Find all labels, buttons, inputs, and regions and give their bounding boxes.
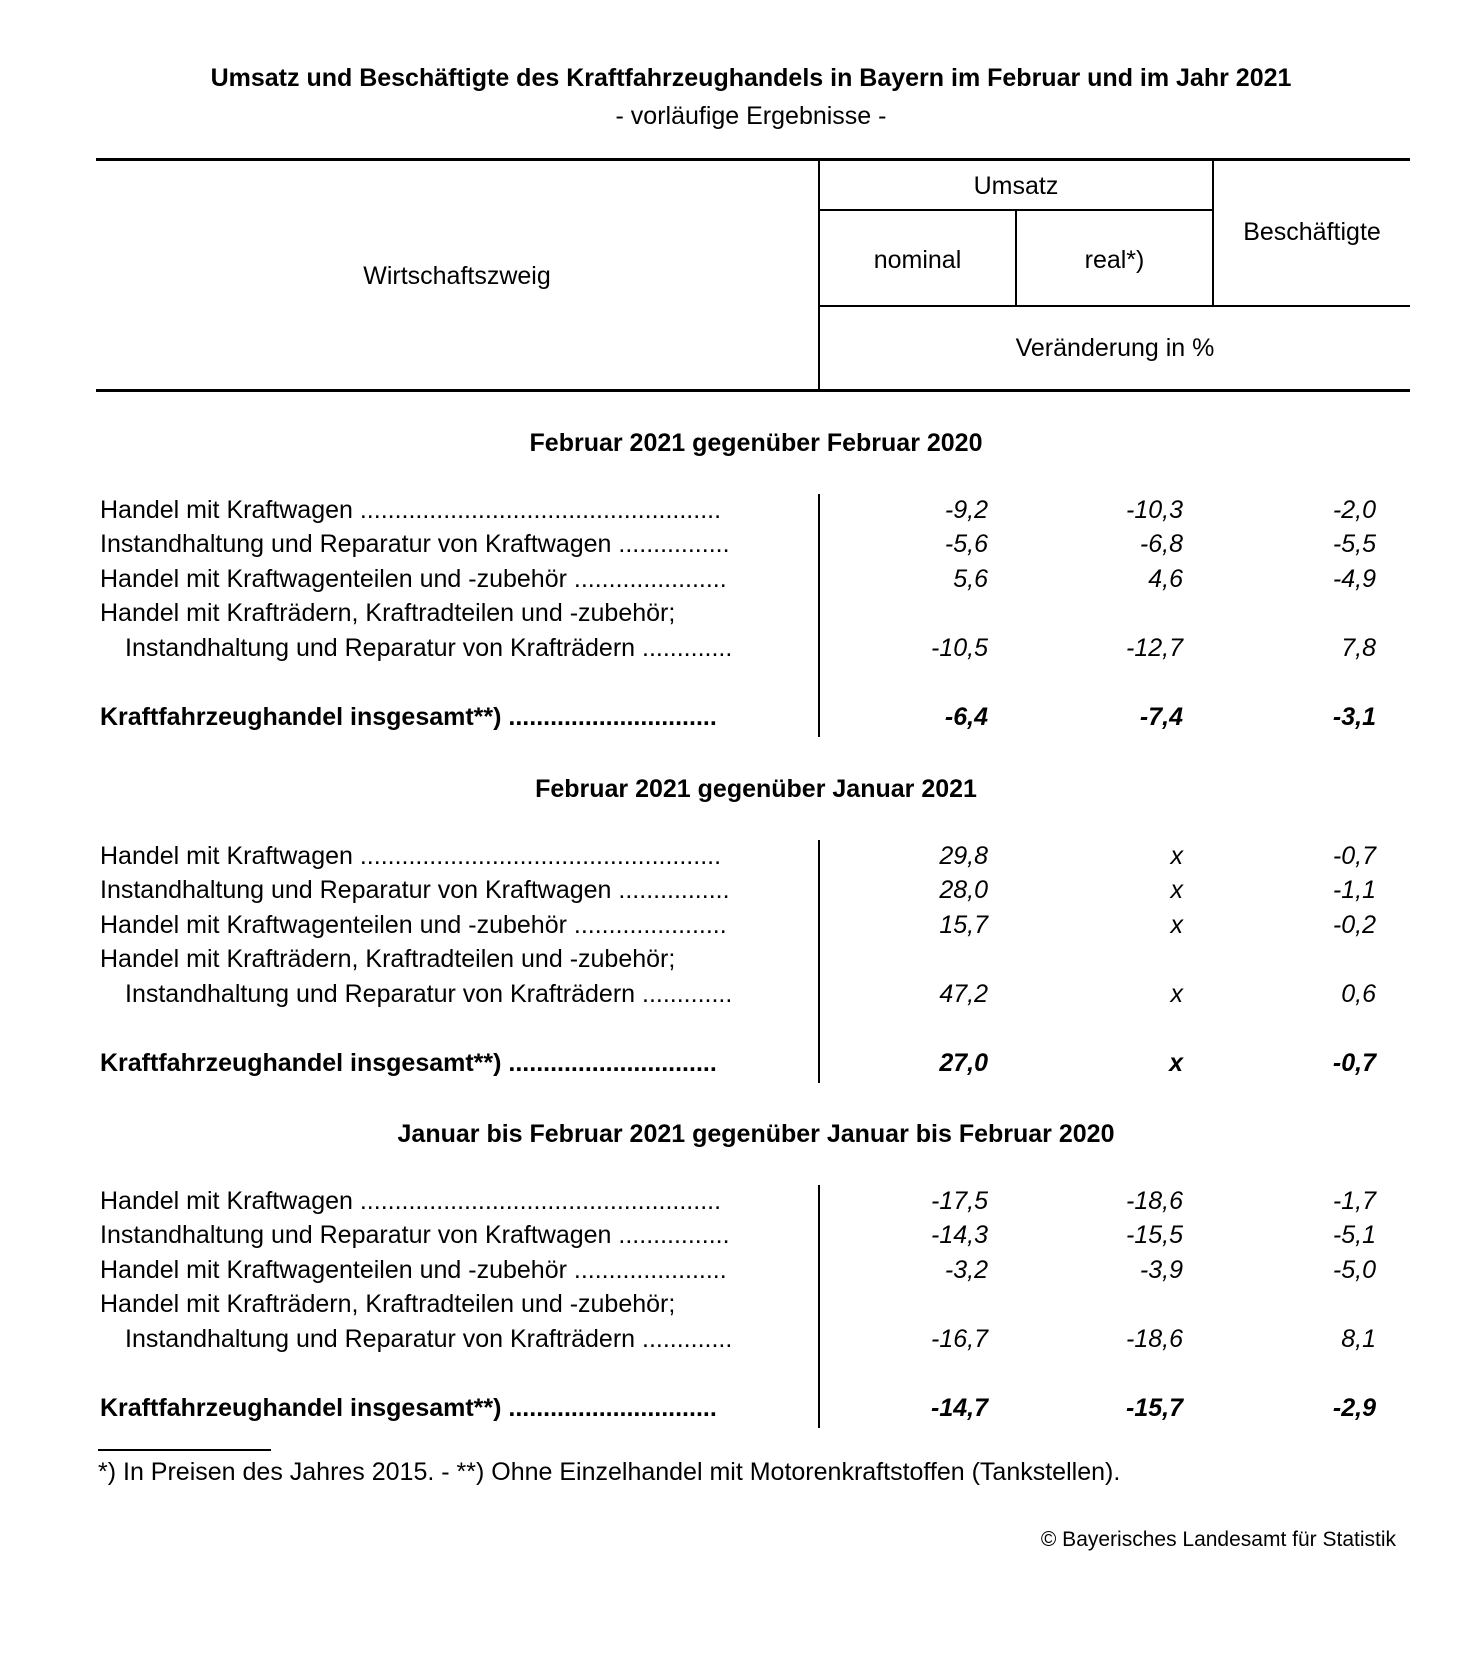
row-label: Instandhaltung und Reparatur von Krafträdern ............. bbox=[125, 1325, 733, 1353]
value-beschaeftigte: -4,9 bbox=[1332, 565, 1376, 593]
value-beschaeftigte: -0,7 bbox=[1332, 1049, 1376, 1077]
row-label: Handel mit Krafträdern, Kraftradteilen und -zubehör; bbox=[100, 1290, 676, 1318]
row-label: Handel mit Kraftwagenteilen und -zubehör ...................... bbox=[100, 1256, 727, 1284]
value-nominal: -10,5 bbox=[931, 634, 988, 662]
row-label: Handel mit Kraftwagenteilen und -zubehör ...................... bbox=[100, 911, 727, 939]
table-row bbox=[0, 496, 1471, 530]
value-nominal: -9,2 bbox=[944, 496, 988, 524]
value-beschaeftigte: 0,6 bbox=[1341, 980, 1376, 1008]
table-row bbox=[0, 1325, 1471, 1359]
value-beschaeftigte: -5,5 bbox=[1332, 530, 1376, 558]
value-nominal: 27,0 bbox=[939, 1049, 988, 1077]
section-title: Februar 2021 gegenüber Februar 2020 bbox=[529, 429, 983, 457]
value-nominal: 28,0 bbox=[939, 876, 988, 904]
row-label: Handel mit Krafträdern, Kraftradteilen und -zubehör; bbox=[100, 945, 676, 973]
row-label: Handel mit Krafträdern, Kraftradteilen und -zubehör; bbox=[100, 599, 676, 627]
table-row bbox=[0, 565, 1471, 599]
table-row bbox=[0, 1290, 1471, 1324]
value-real: -18,6 bbox=[1126, 1325, 1183, 1353]
value-real: -10,3 bbox=[1126, 496, 1183, 524]
value-real: x bbox=[1170, 980, 1183, 1008]
header-nominal: nominal bbox=[873, 246, 962, 274]
copyright: © Bayerisches Landesamt für Statistik bbox=[1040, 1528, 1396, 1551]
row-label: Handel mit Kraftwagen .................................................... bbox=[100, 842, 722, 870]
table-row bbox=[0, 1187, 1471, 1221]
table-row bbox=[0, 599, 1471, 633]
table-row-total bbox=[0, 1394, 1471, 1428]
table-row bbox=[0, 876, 1471, 910]
table-row bbox=[0, 911, 1471, 945]
header-wirtschaftszweig: Wirtschaftszweig bbox=[363, 262, 551, 290]
table-row bbox=[0, 1221, 1471, 1255]
header-rule-unit bbox=[818, 305, 1410, 307]
value-real: -6,8 bbox=[1139, 530, 1183, 558]
row-label: Instandhaltung und Reparatur von Krafträdern ............. bbox=[125, 634, 733, 662]
value-real: -12,7 bbox=[1126, 634, 1183, 662]
header-unit: Veränderung in % bbox=[1015, 334, 1215, 362]
table-row bbox=[0, 530, 1471, 564]
section-title: Januar bis Februar 2021 gegenüber Januar bis Februar 2020 bbox=[397, 1120, 1115, 1148]
row-label: Kraftfahrzeughandel insgesamt**) .............................. bbox=[100, 703, 717, 731]
value-nominal: -17,5 bbox=[931, 1187, 988, 1215]
footnote: *) In Preisen des Jahres 2015. - **) Ohne Einzelhandel mit Motorenkraftstoffen (Tankstellen). bbox=[98, 1458, 1121, 1486]
value-nominal: -14,7 bbox=[931, 1394, 988, 1422]
row-label: Handel mit Kraftwagen .................................................... bbox=[100, 496, 722, 524]
value-beschaeftigte: -5,1 bbox=[1332, 1221, 1376, 1249]
value-real: -18,6 bbox=[1126, 1187, 1183, 1215]
value-nominal: -6,4 bbox=[944, 703, 988, 731]
value-beschaeftigte: -1,7 bbox=[1332, 1187, 1376, 1215]
row-label: Instandhaltung und Reparatur von Kraftwagen ................ bbox=[100, 876, 730, 904]
value-beschaeftigte: 7,8 bbox=[1341, 634, 1376, 662]
value-nominal: 5,6 bbox=[953, 565, 988, 593]
page-subtitle: - vorläufige Ergebnisse - bbox=[615, 102, 887, 130]
row-label: Handel mit Kraftwagenteilen und -zubehör ...................... bbox=[100, 565, 727, 593]
footnote-rule bbox=[98, 1449, 271, 1451]
value-nominal: 47,2 bbox=[939, 980, 988, 1008]
table-row bbox=[0, 980, 1471, 1014]
value-nominal: 29,8 bbox=[939, 842, 988, 870]
row-label: Kraftfahrzeughandel insgesamt**) .............................. bbox=[100, 1394, 717, 1422]
value-real: -7,4 bbox=[1139, 703, 1183, 731]
header-beschaeftigte: Beschäftigte bbox=[1243, 218, 1381, 246]
value-beschaeftigte: -2,0 bbox=[1332, 496, 1376, 524]
table-row bbox=[0, 945, 1471, 979]
value-real: x bbox=[1169, 1049, 1183, 1077]
header-umsatz: Umsatz bbox=[973, 172, 1059, 200]
value-real: -15,7 bbox=[1126, 1394, 1183, 1422]
table-row-total bbox=[0, 703, 1471, 737]
table-row bbox=[0, 1256, 1471, 1290]
row-label: Kraftfahrzeughandel insgesamt**) .............................. bbox=[100, 1049, 717, 1077]
value-beschaeftigte: -2,9 bbox=[1332, 1394, 1376, 1422]
value-real: 4,6 bbox=[1148, 565, 1183, 593]
table-header-bottom-rule bbox=[96, 389, 1410, 392]
value-nominal: -16,7 bbox=[931, 1325, 988, 1353]
row-label: Instandhaltung und Reparatur von Krafträdern ............. bbox=[125, 980, 733, 1008]
value-beschaeftigte: -5,0 bbox=[1332, 1256, 1376, 1284]
value-nominal: -3,2 bbox=[944, 1256, 988, 1284]
row-label: Instandhaltung und Reparatur von Kraftwagen ................ bbox=[100, 530, 730, 558]
value-beschaeftigte: -3,1 bbox=[1332, 703, 1376, 731]
table-row bbox=[0, 842, 1471, 876]
value-real: x bbox=[1170, 842, 1183, 870]
value-nominal: -5,6 bbox=[944, 530, 988, 558]
value-beschaeftigte: -0,7 bbox=[1332, 842, 1376, 870]
table-row-total bbox=[0, 1049, 1471, 1083]
page-title: Umsatz und Beschäftigte des Kraftfahrzeughandels in Bayern im Februar und im Jahr 2021 bbox=[210, 64, 1292, 92]
value-beschaeftigte: -0,2 bbox=[1332, 911, 1376, 939]
value-beschaeftigte: -1,1 bbox=[1332, 876, 1376, 904]
row-label: Handel mit Kraftwagen .................................................... bbox=[100, 1187, 722, 1215]
value-beschaeftigte: 8,1 bbox=[1341, 1325, 1376, 1353]
section-title: Februar 2021 gegenüber Januar 2021 bbox=[535, 775, 977, 803]
value-real: -15,5 bbox=[1126, 1221, 1183, 1249]
row-label: Instandhaltung und Reparatur von Kraftwagen ................ bbox=[100, 1221, 730, 1249]
value-real: x bbox=[1170, 876, 1183, 904]
value-nominal: -14,3 bbox=[931, 1221, 988, 1249]
value-real: x bbox=[1170, 911, 1183, 939]
table-row bbox=[0, 634, 1471, 668]
header-real: real*) bbox=[1084, 246, 1145, 274]
value-nominal: 15,7 bbox=[939, 911, 988, 939]
value-real: -3,9 bbox=[1139, 1256, 1183, 1284]
